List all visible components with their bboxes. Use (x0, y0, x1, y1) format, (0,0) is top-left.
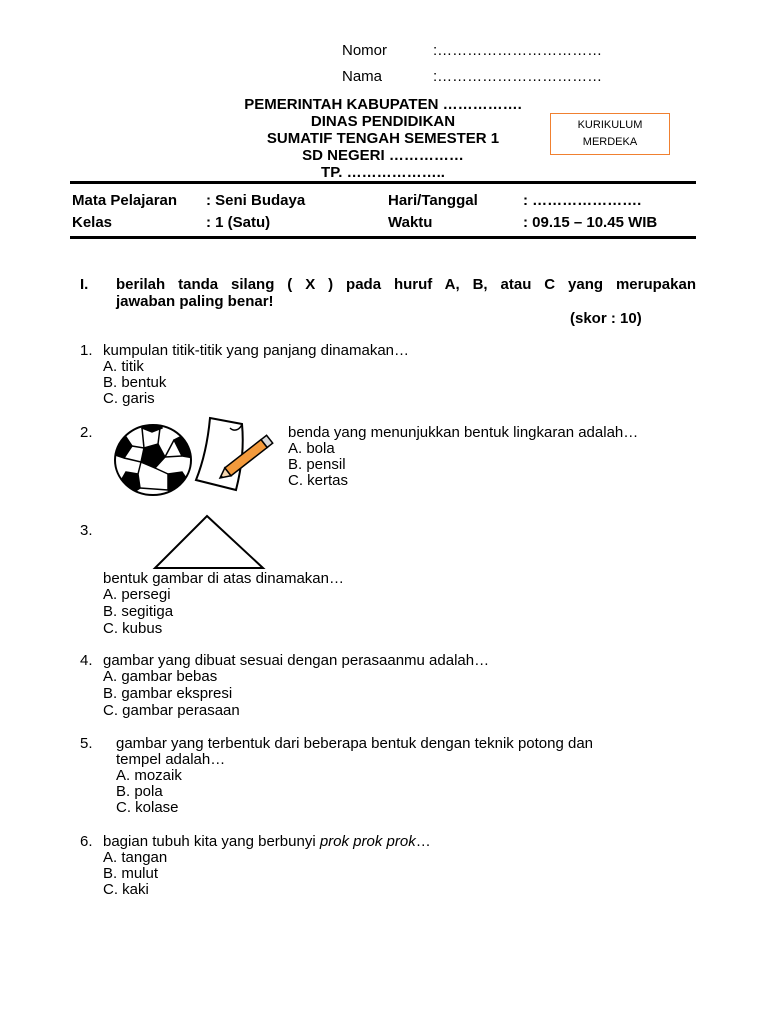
nomor-value: :…………………………… (433, 42, 603, 59)
title-line-4: SD NEGERI …………… (302, 147, 464, 164)
paper-and-pencil-icon (192, 416, 282, 494)
class-label: Kelas (72, 214, 113, 231)
nama-label: Nama (342, 68, 383, 85)
question-5-option-c: C. kolase (116, 799, 179, 816)
question-2-option-a: A. bola (288, 440, 335, 457)
question-5-option-a: A. mozaik (116, 767, 182, 784)
day-value: : …………………. (523, 192, 642, 209)
section-number: I. (80, 276, 89, 293)
question-6-option-b: B. mulut (103, 865, 159, 882)
question-2-number: 2. (80, 424, 93, 441)
question-3-option-a: A. persegi (103, 586, 171, 603)
title-line-3: SUMATIF TENGAH SEMESTER 1 (266, 130, 500, 147)
question-1-number: 1. (80, 342, 93, 359)
question-5-option-b: B. pola (116, 783, 163, 800)
question-4-option-c: C. gambar perasaan (103, 702, 240, 719)
question-4-option-b: B. gambar ekspresi (103, 685, 233, 702)
header-top-rule (70, 181, 696, 184)
day-label: Hari/Tanggal (388, 192, 478, 209)
score-label: (skor : 10) (570, 310, 642, 327)
question-5-text-line-2: tempel adalah… (116, 751, 226, 768)
header-bottom-rule (70, 236, 696, 239)
title-line-2: DINAS PENDIDIKAN (310, 113, 456, 130)
triangle-outline-icon (150, 513, 268, 571)
question-6-number: 6. (80, 833, 93, 850)
time-value: : 09.15 – 10.45 WIB (523, 214, 658, 231)
question-1-option-c: C. garis (103, 390, 155, 407)
question-6-text-italic: prok prok prok (319, 833, 416, 850)
question-6-text-prefix: bagian tubuh kita yang berbunyi (103, 833, 320, 850)
question-3-text: bentuk gambar di atas dinamakan… (103, 570, 344, 587)
nama-value: :…………………………… (433, 68, 603, 85)
question-5-text-line-1: gambar yang terbentuk dari beberapa bentuk dengan teknik potong dan (116, 735, 594, 752)
curriculum-badge (550, 113, 670, 155)
question-4-number: 4. (80, 652, 93, 669)
question-2-option-c: C. kertas (288, 472, 349, 489)
badge-line-2: MERDEKA (582, 136, 638, 148)
question-6-text-suffix: … (415, 833, 431, 850)
section-instruction-line-2: jawaban paling benar! (116, 293, 274, 310)
question-6-text (103, 833, 431, 850)
question-4-option-a: A. gambar bebas (103, 668, 218, 685)
question-1-option-a: A. titik (103, 358, 144, 375)
question-6-option-a: A. tangan (103, 849, 168, 866)
title-line-5: TP. ……………….. (321, 164, 445, 181)
question-5-number: 5. (80, 735, 93, 752)
soccer-ball-icon (110, 420, 196, 498)
question-4-text: gambar yang dibuat sesuai dengan perasaanmu adalah… (103, 652, 490, 669)
title-line-1: PEMERINTAH KABUPATEN ……………. (244, 96, 522, 113)
subject-value: : Seni Budaya (206, 192, 306, 209)
nomor-label: Nomor (342, 42, 388, 59)
subject-label: Mata Pelajaran (72, 192, 178, 209)
question-2-option-b: B. pensil (288, 456, 346, 473)
section-instruction-line-1: berilah tanda silang ( X ) pada huruf A, B, atau C yang merupakan (116, 276, 696, 293)
badge-line-1: KURIKULUM (577, 119, 643, 131)
question-3-number: 3. (80, 522, 93, 539)
class-value: : 1 (Satu) (206, 214, 271, 231)
question-6-option-c: C. kaki (103, 881, 149, 898)
question-3-option-b: B. segitiga (103, 603, 174, 620)
question-1-text: kumpulan titik-titik yang panjang dinamakan… (103, 342, 409, 359)
question-2-text: benda yang menunjukkan bentuk lingkaran adalah… (288, 424, 639, 441)
question-3-option-c: C. kubus (103, 620, 163, 637)
time-label: Waktu (388, 214, 433, 231)
question-1-option-b: B. bentuk (103, 374, 167, 391)
